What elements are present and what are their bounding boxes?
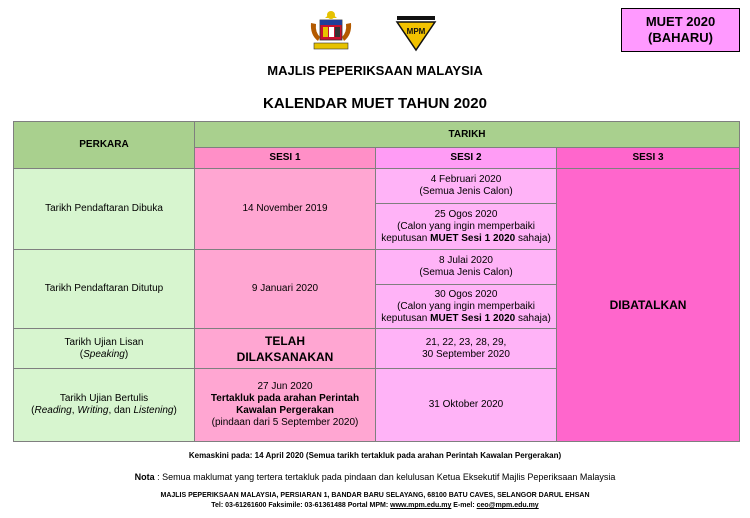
organization-name: MAJLIS PEPERIKSAAN MALAYSIA bbox=[267, 63, 483, 78]
row-label-ujian-bertulis: Tarikh Ujian Bertulis (Reading, Writing, dan Listening) bbox=[14, 369, 195, 442]
sesi2-ujian-bertulis: 31 Oktober 2020 bbox=[376, 369, 557, 442]
last-updated-note: Kemaskini pada: 14 April 2020 (Semua tarikh tertakluk pada arahan Perintah Kawalan Pergerakan) bbox=[188, 451, 562, 460]
coat-of-arms-logo bbox=[308, 9, 354, 53]
header-sesi-3: SESI 3 bbox=[557, 148, 740, 169]
sesi2-pendaftaran-ditutup-b bbox=[376, 285, 557, 329]
sesi1-ujian-bertulis: 27 Jun 2020 Tertakluk pada arahan Perintah Kawalan Pergerakan (pindaan dari 5 September 2020) bbox=[195, 369, 376, 442]
email-link[interactable]: ceo@mpm.edu.my bbox=[476, 502, 539, 509]
note: (Calon yang ingin memperbaiki bbox=[397, 300, 535, 312]
disclaimer-note bbox=[0, 472, 750, 482]
sesi3-cancelled: DIBATALKAN bbox=[557, 169, 740, 442]
row-label-ujian-lisan: Tarikh Ujian Lisan (Speaking) bbox=[14, 329, 195, 369]
header-tarikh: TARIKH bbox=[195, 122, 740, 148]
mpm-logo bbox=[393, 12, 439, 52]
header-sesi-1: SESI 1 bbox=[195, 148, 376, 169]
header-perkara: PERKARA bbox=[14, 122, 195, 169]
contact-footer bbox=[0, 491, 750, 511]
sesi1-pendaftaran-ditutup: 9 Januari 2020 bbox=[195, 250, 376, 329]
sesi2-ujian-lisan: 21, 22, 23, 28, 29, 30 September 2020 bbox=[376, 329, 557, 369]
note: (Semua Jenis Calon) bbox=[419, 186, 513, 197]
row-label-pendaftaran-ditutup: Tarikh Pendaftaran Ditutup bbox=[14, 250, 195, 329]
date: 30 Ogos 2020 bbox=[434, 288, 498, 300]
badge-line-2: (BAHARU) bbox=[648, 30, 713, 45]
portal-link[interactable]: www.mpm.edu.my bbox=[390, 502, 452, 509]
note-2: keputusan MUET Sesi 1 2020 sahaja) bbox=[381, 312, 551, 324]
badge-line-1: MUET 2020 bbox=[645, 14, 716, 29]
note-2: keputusan MUET Sesi 1 2020 sahaja) bbox=[381, 232, 551, 244]
date: 4 Februari 2020 bbox=[430, 174, 502, 185]
date: 25 Ogos 2020 bbox=[434, 208, 498, 220]
schedule-table bbox=[13, 121, 740, 442]
edition-badge bbox=[621, 8, 740, 52]
sesi2-pendaftaran-ditutup-a bbox=[376, 250, 557, 285]
note: (Calon yang ingin memperbaiki bbox=[397, 220, 535, 232]
sesi1-pendaftaran-dibuka: 14 November 2019 bbox=[195, 169, 376, 250]
sesi2-pendaftaran-dibuka-b bbox=[376, 204, 557, 250]
sesi2-pendaftaran-dibuka-a bbox=[376, 169, 557, 204]
address: MAJLIS PEPERIKSAAN MALAYSIA, PERSIARAN 1, BANDAR BARU SELAYANG, 68100 BATU CAVES, SELANGOR DARUL EHSAN bbox=[160, 492, 590, 499]
note-text: : Semua maklumat yang tertera tertakluk pada pindaan dan kelulusan Ketua Eksekutif Majlis Peperiksaan Malaysia bbox=[154, 472, 616, 482]
note-label: Nota bbox=[134, 472, 155, 482]
contact-line: Tel: 03-61261600 Faksimile: 03-61361488 Portal MPM: www.mpm.edu.my E-mel: ceo@mpm.edu.my bbox=[211, 502, 539, 509]
document-title: KALENDAR MUET TAHUN 2020 bbox=[263, 95, 487, 112]
mpm-logo-text: MPM bbox=[406, 27, 426, 36]
header-logos bbox=[308, 9, 448, 53]
row-label-pendaftaran-dibuka: Tarikh Pendaftaran Dibuka bbox=[14, 169, 195, 250]
sesi1-ujian-lisan: TELAH DILAKSANAKAN bbox=[195, 329, 376, 369]
note: (Semua Jenis Calon) bbox=[419, 267, 513, 278]
date: 8 Julai 2020 bbox=[439, 255, 493, 266]
header-sesi-2: SESI 2 bbox=[376, 148, 557, 169]
